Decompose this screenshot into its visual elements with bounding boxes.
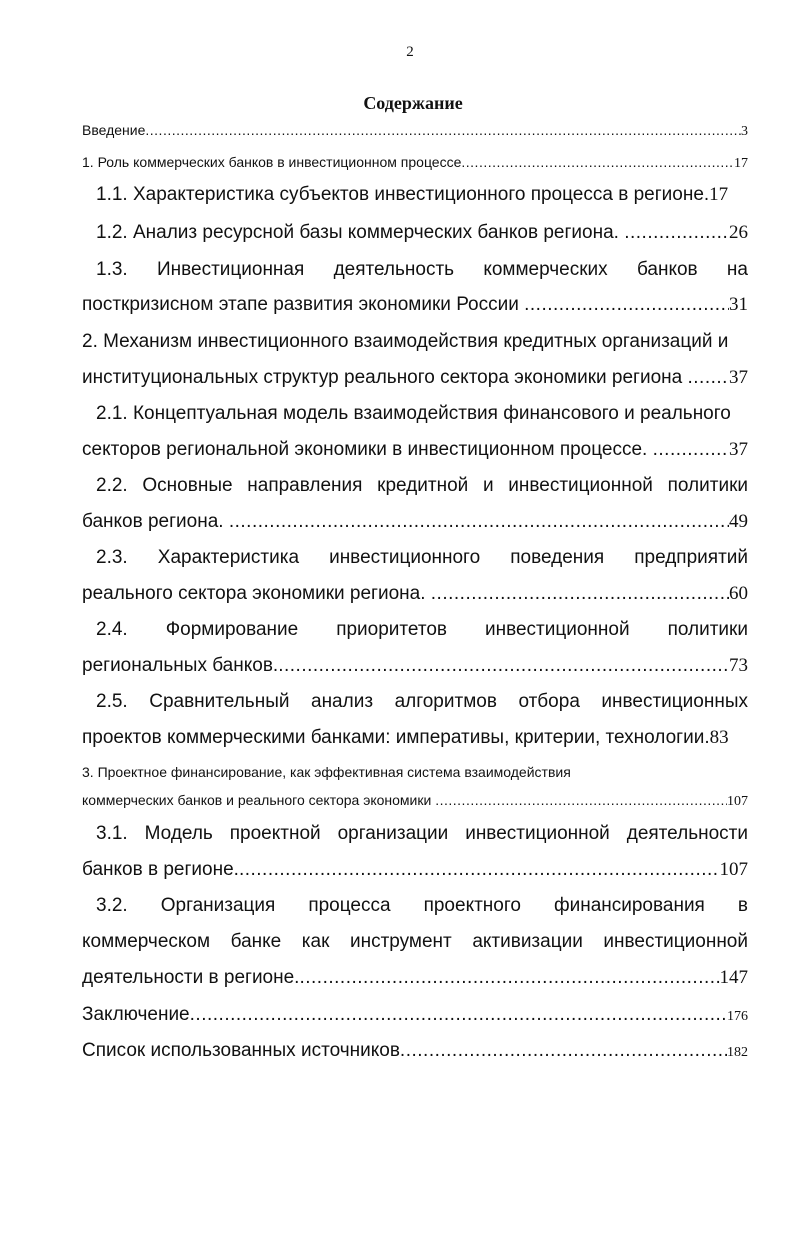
dot-leader [461, 154, 734, 170]
toc-entry-2-3-line1: 2.3. Характеристика инвестиционного поведения предприятий [96, 547, 748, 568]
page-number: 2 [406, 44, 414, 60]
toc-entry-chapter-3-line1: 3. Проектное финансирование, как эффективная система взаимодействия [82, 764, 571, 780]
toc-page-number: 3 [741, 124, 748, 139]
toc-entry-2-1-line1: 2.1. Концептуальная модель взаимодействия финансового и реального [96, 403, 731, 424]
toc-page-number: 73 [729, 655, 748, 676]
toc-page-number: 17 [709, 184, 729, 205]
dot-leader [653, 439, 729, 461]
toc-entry-3-2-line1: 3.2. Организация процесса проектного финансирования в [96, 895, 748, 916]
toc-entry-1-3-line1: 1.3. Инвестиционная деятельность коммерческих банков на [96, 259, 748, 280]
toc-entry-2-3-line2: реального сектора экономики региона. ..... 60 [82, 583, 748, 605]
toc-entry-2-5-line2: проектов коммерческими банками: императивы, критерии, технологии. 83 [82, 727, 729, 748]
toc-page-number: 37 [729, 439, 748, 460]
dot-leader [278, 655, 729, 677]
dot-leader [299, 967, 719, 989]
toc-page-number: 17 [734, 156, 748, 171]
toc-entry-3-1-line2: банков в регионе. ..... 107 [82, 859, 748, 881]
toc-entry-introduction: Введение ..... 3 [82, 122, 748, 140]
dot-leader [624, 222, 729, 244]
dot-leader [524, 294, 729, 316]
toc-page-number: 31 [729, 294, 748, 315]
toc-entry-2-5-line1: 2.5. Сравнительный анализ алгоритмов отбора инвестиционных [96, 691, 748, 712]
toc-entry-1-3-line2: посткризисном этапе развития экономики России ..... 31 [82, 294, 748, 316]
toc-entry-2-2-line2: банков региона. ..... 49 [82, 511, 748, 533]
dot-leader [229, 511, 729, 533]
toc-entry-3-2-line3: деятельности в регионе. ..... 147 [82, 967, 748, 989]
dot-leader [687, 367, 729, 389]
toc-entry-3-2-line2: коммерческом банке как инструмент активизации инвестиционной [82, 931, 748, 952]
toc-entry-references: Список использованных источников ..... 182 [82, 1040, 748, 1062]
toc-page-number: 60 [729, 583, 748, 604]
toc-page-number: 107 [719, 859, 748, 880]
toc-page-number: 83 [709, 727, 729, 748]
toc-entry-2-1-line2: секторов региональной экономики в инвестиционном процессе. ..... 37 [82, 439, 748, 461]
dot-leader [145, 122, 741, 138]
toc-page-number: 147 [719, 967, 748, 988]
toc-page-number: 26 [729, 222, 748, 243]
toc-entry-chapter-1: 1. Роль коммерческих банков в инвестиционном процессе ..... 17 [82, 154, 748, 172]
dot-leader [239, 859, 720, 881]
toc-entry-2-2-line1: 2.2. Основные направления кредитной и инвестиционной политики [96, 475, 748, 496]
toc-title: Содержание [363, 93, 463, 113]
dot-leader [435, 792, 727, 808]
toc-entry-chapter-3-line2: коммерческих банков и реального сектора экономики ..... 107 [82, 792, 748, 810]
toc-entry-1-2: 1.2. Анализ ресурсной базы коммерческих банков региона. ..... 26 [82, 222, 748, 244]
toc-entry-2-4-line2: региональных банков. ..... 73 [82, 655, 748, 677]
dot-leader [431, 583, 729, 605]
toc-entry-1-1: 1.1. Характеристика субъектов инвестиционного процесса в регионе. 17 [96, 184, 729, 205]
toc-entry-3-1-line1: 3.1. Модель проектной организации инвестиционной деятельности [96, 823, 748, 844]
toc-entry-chapter-2-line2: институциональных структур реального сектора экономики региона ..... 37 [82, 367, 748, 389]
toc-entry-conclusion: Заключение ..... 176 [82, 1004, 748, 1026]
toc-page-number: 107 [727, 794, 748, 809]
toc-entry-2-4-line1: 2.4. Формирование приоритетов инвестиционной политики [96, 619, 748, 640]
toc-entry-chapter-2-line1: 2. Механизм инвестиционного взаимодействия кредитных организаций и [82, 331, 729, 352]
dot-leader [400, 1040, 727, 1062]
toc-page-number: 176 [727, 1009, 748, 1024]
dot-leader [190, 1004, 727, 1026]
toc-page-number: 37 [729, 367, 748, 388]
toc-page-number: 49 [729, 511, 748, 532]
toc-page-number: 182 [727, 1045, 748, 1060]
